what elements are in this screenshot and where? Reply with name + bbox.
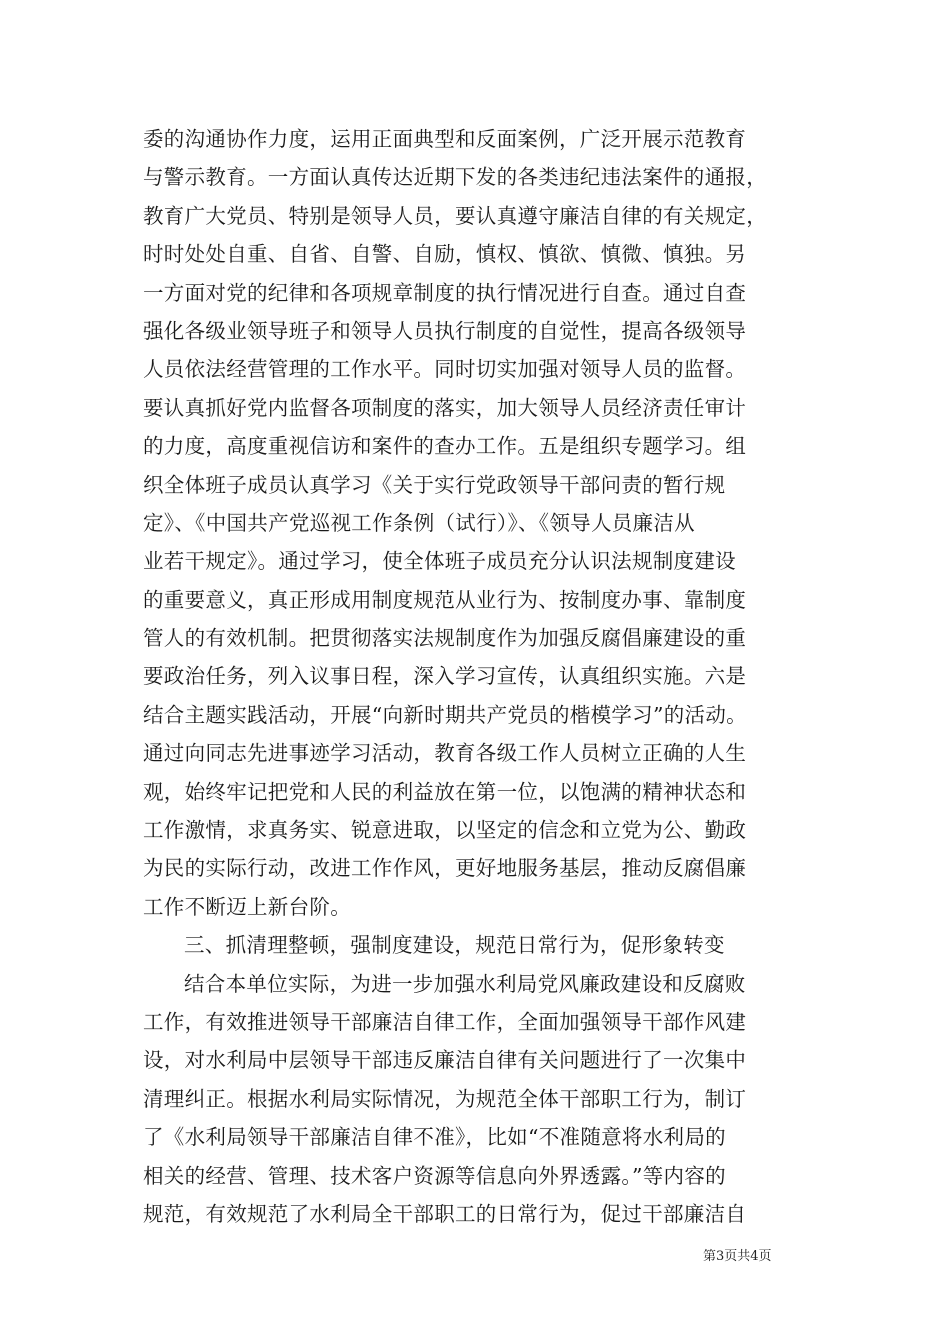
text-line: 相关的经营、管理、技术客户资源等信息向外界透露。”等内容的 [143,1163,726,1188]
text-line: 结合本单位实际，为进一步加强水利局党风廉政建设和反腐败 [184,971,746,996]
text-line: 通过向同志先进事迹学习活动，教育各级工作人员树立正确的人生 [143,741,747,766]
text-line: 为民的实际行动，改进工作作风，更好地服务基层，推动反腐倡廉 [143,856,747,881]
text-line: 委的沟通协作力度，运用正面典型和反面案例，广泛开展示范教育 [143,127,747,151]
text-line: 管人的有效机制。把贯彻落实法规制度作为加强反腐倡廉建设的重 [143,626,747,651]
text-line: 工作不断迈上新台阶。 [143,894,351,919]
text-line: 规范，有效规范了水利局全干部职工的日常行为，促过干部廉洁自 [143,1201,747,1226]
text-line: 的重要意义，真正形成用制度规范从业行为、按制度办事、靠制度 [143,587,747,612]
text-line: 的力度，高度重视信访和案件的查办工作。五是组织专题学习。组 [143,434,747,459]
text-line: 观，始终牢记把党和人民的利益放在第一位，以饱满的精神状态和 [143,779,747,804]
page-number: 第3页共4页 [703,1249,772,1264]
text-line: 业若干规定》。通过学习，使全体班子成员充分认识法规制度建设 [143,549,736,574]
section-heading: 三、抓清理整顿，强制度建设，规范日常行为，促形象转变 [184,933,725,958]
text-line: 人员依法经营管理的工作水平。同时切实加强对领导人员的监督。 [143,357,747,382]
text-line: 与警示教育。一方面认真传达近期下发的各类违纪违法案件的通报， [143,165,767,190]
text-line: 教育广大党员、特别是领导人员，要认真遵守廉洁自律的有关规定， [143,203,767,228]
text-line: 定》、《中国共产党巡视工作条例（试行）》、《领导人员廉洁从 [143,510,695,535]
text-line: 结合主题实践活动，开展“向新时期共产党员的楷模学习”的活动。 [143,702,747,727]
text-line: 要认真抓好党内监督各项制度的落实，加大领导人员经济责任审计 [143,395,747,420]
text-line: 一方面对党的纪律和各项规章制度的执行情况进行自查。通过自查 [143,280,747,305]
text-line: 织全体班子成员认真学习《关于实行党政领导干部问责的暂行规 [143,472,726,497]
text-line: 设，对水利局中层领导干部违反廉洁自律有关问题进行了一次集中 [143,1048,747,1073]
text-line: 了《水利局领导干部廉洁自律不准》，比如“不准随意将水利局的 [143,1125,726,1150]
text-line: 强化各级业领导班子和领导人员执行制度的自觉性，提高各级领导 [143,318,747,343]
document-body [143,120,807,1233]
text-line: 工作激情，求真务实、锐意进取，以坚定的信念和立党为公、勤政 [143,818,747,843]
text-line: 工作，有效推进领导干部廉洁自律工作，全面加强领导干部作风建 [143,1009,747,1034]
text-line: 时时处处自重、自省、自警、自励，慎权、慎欲、慎微、慎独。另 [143,242,747,267]
text-line: 要政治任务，列入议事日程，深入学习宣传，认真组织实施。六是 [143,664,747,689]
text-line: 清理纠正。根据水利局实际情况，为规范全体干部职工行为，制订 [143,1086,747,1111]
